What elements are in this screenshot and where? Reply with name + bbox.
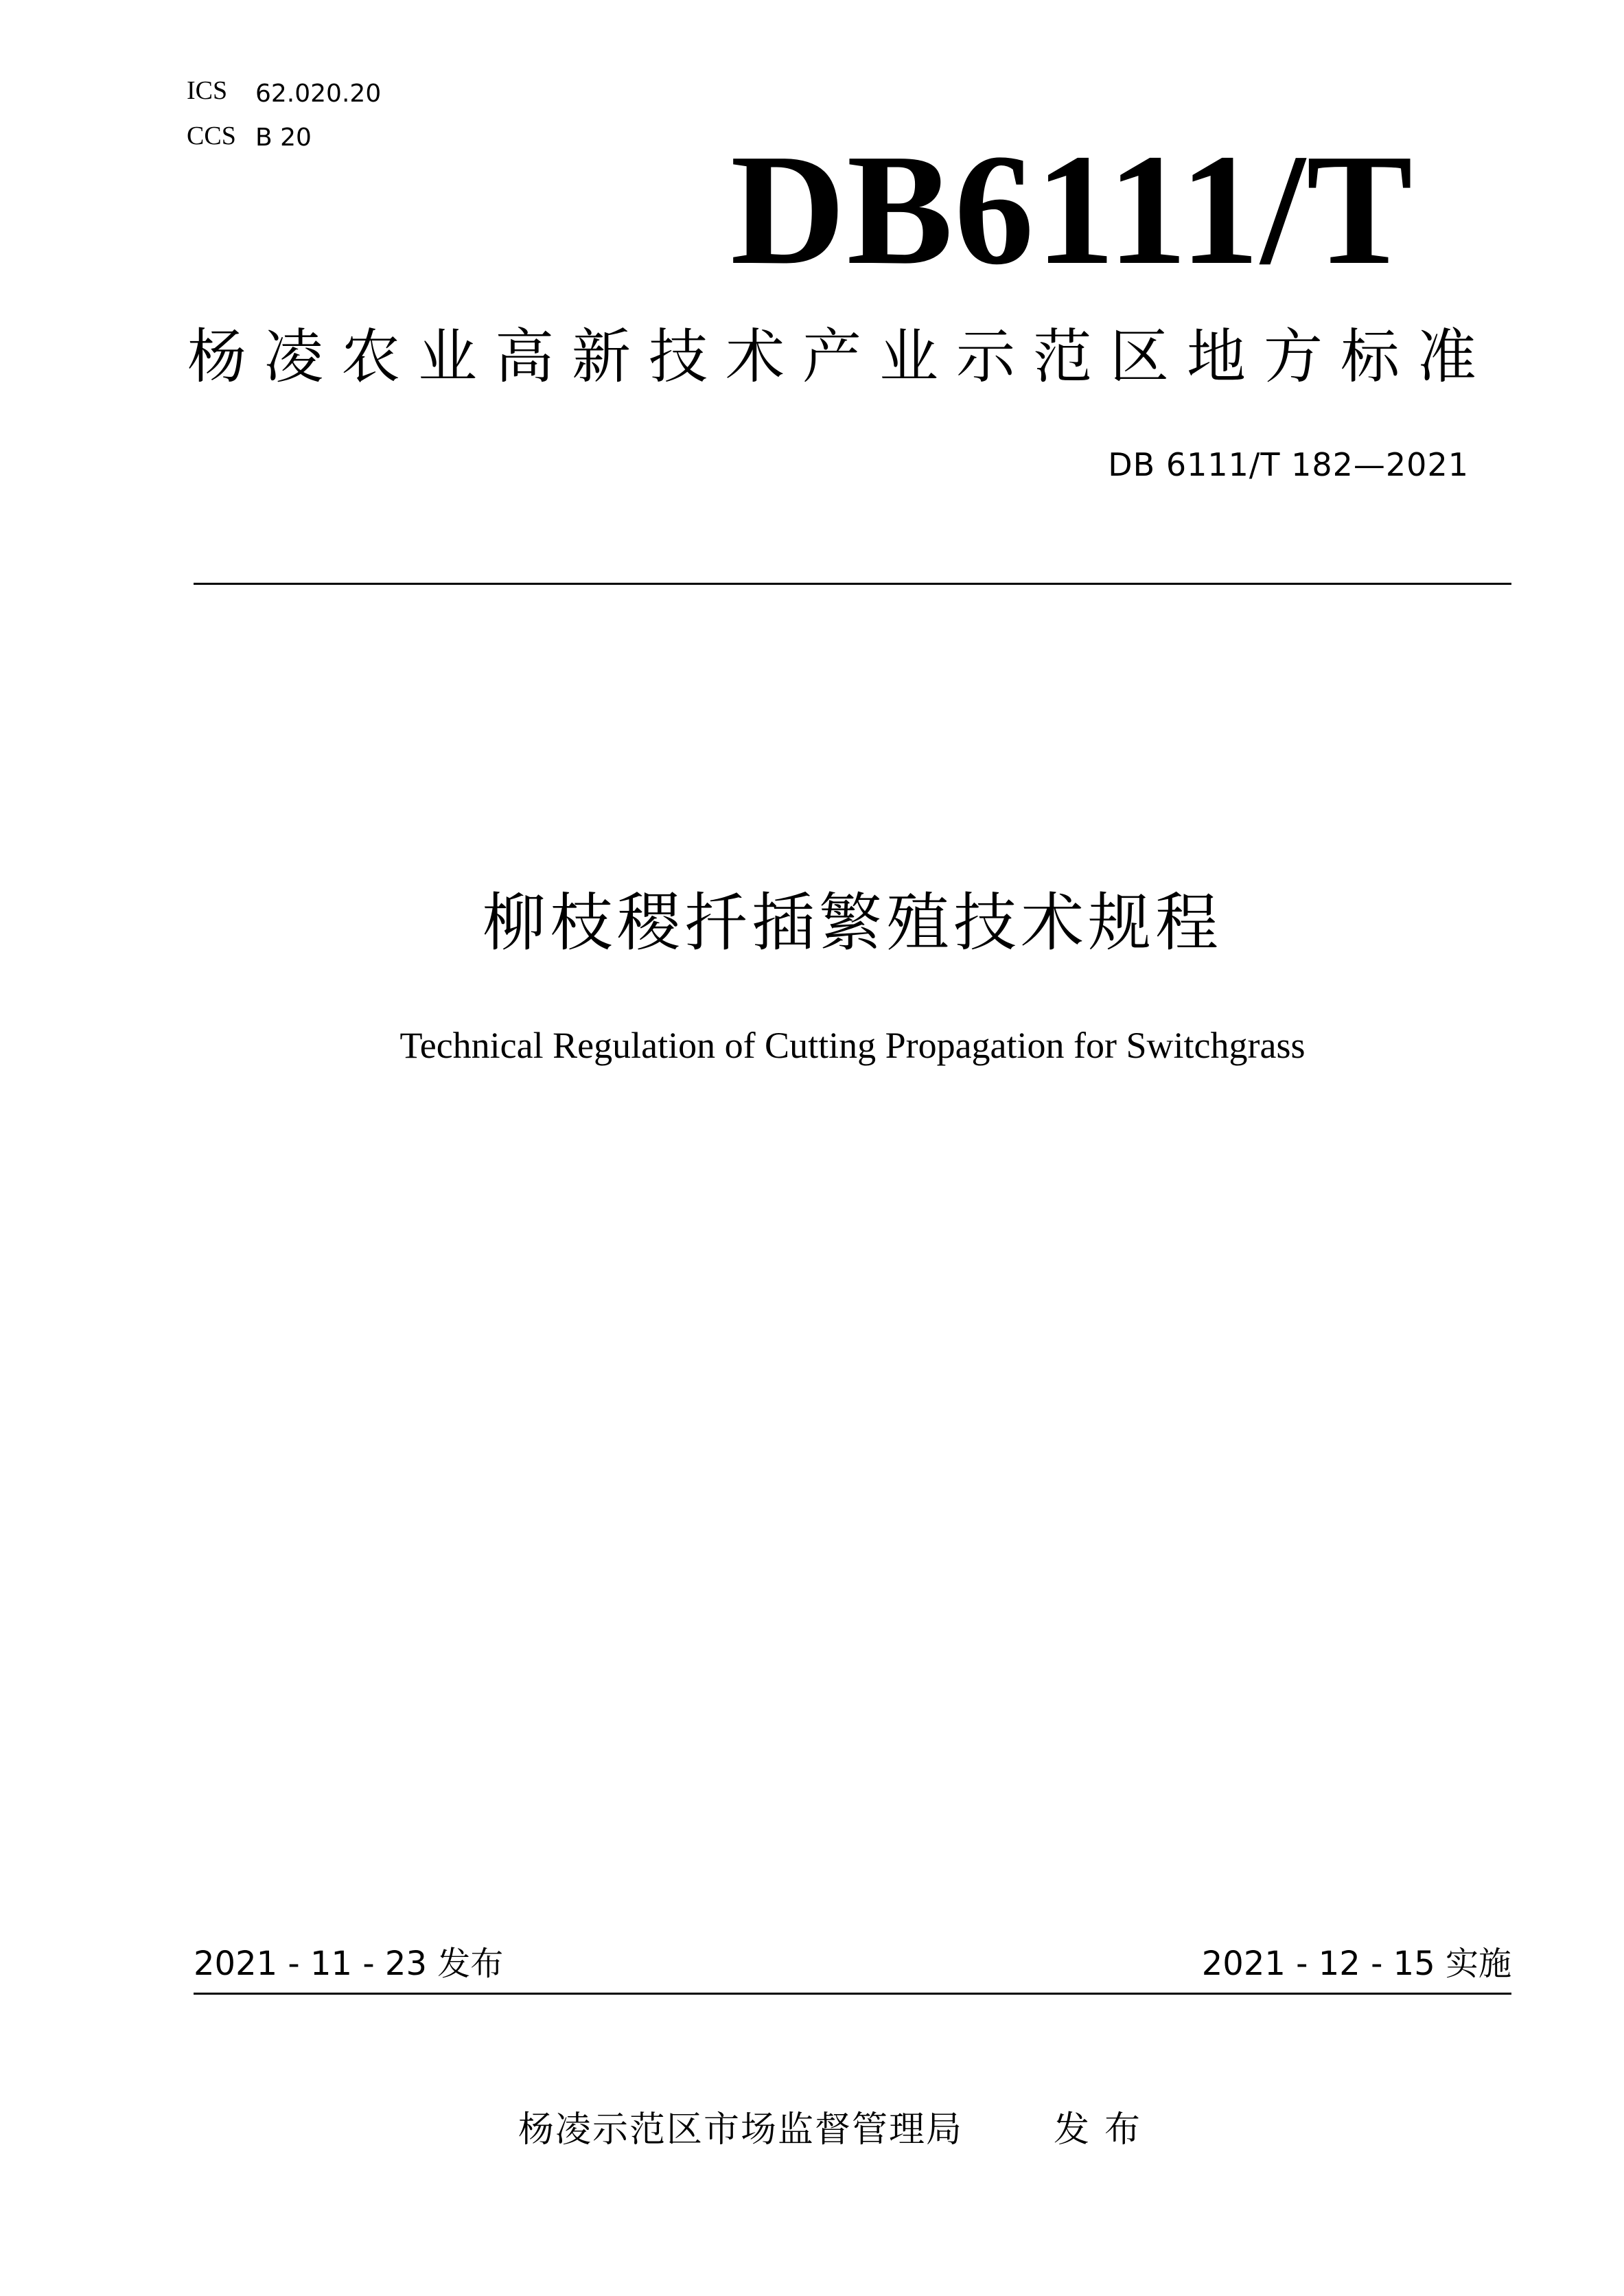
document-title-english: Technical Regulation of Cutting Propagation for Switchgrass [399,1025,1306,1066]
issuing-authority-title: 杨凌农业高新技术产业示范区地方标准 [187,323,1494,391]
document-title-chinese: 柳枝稷扦插繁殖技术规程 [482,886,1222,960]
ics-code: 62.020.20 [255,80,382,108]
standard-number: DB 6111/T 182—2021 [1108,446,1469,483]
issue-date: 2021 - 11 - 23 发布 [194,1945,504,1983]
implementation-date: 2021 - 12 - 15 实施 [1201,1945,1511,1983]
top-divider [194,583,1511,585]
standard-code-large: DB6111/T [730,121,1414,298]
ics-label: ICS [187,76,228,105]
ccs-label: CCS [187,121,236,150]
publisher-name: 杨凌示范区市场监督管理局 [518,2109,964,2150]
ccs-code: B 20 [255,124,312,152]
publish-label: 发布 [1054,2109,1156,2150]
bottom-divider [194,1993,1511,1995]
